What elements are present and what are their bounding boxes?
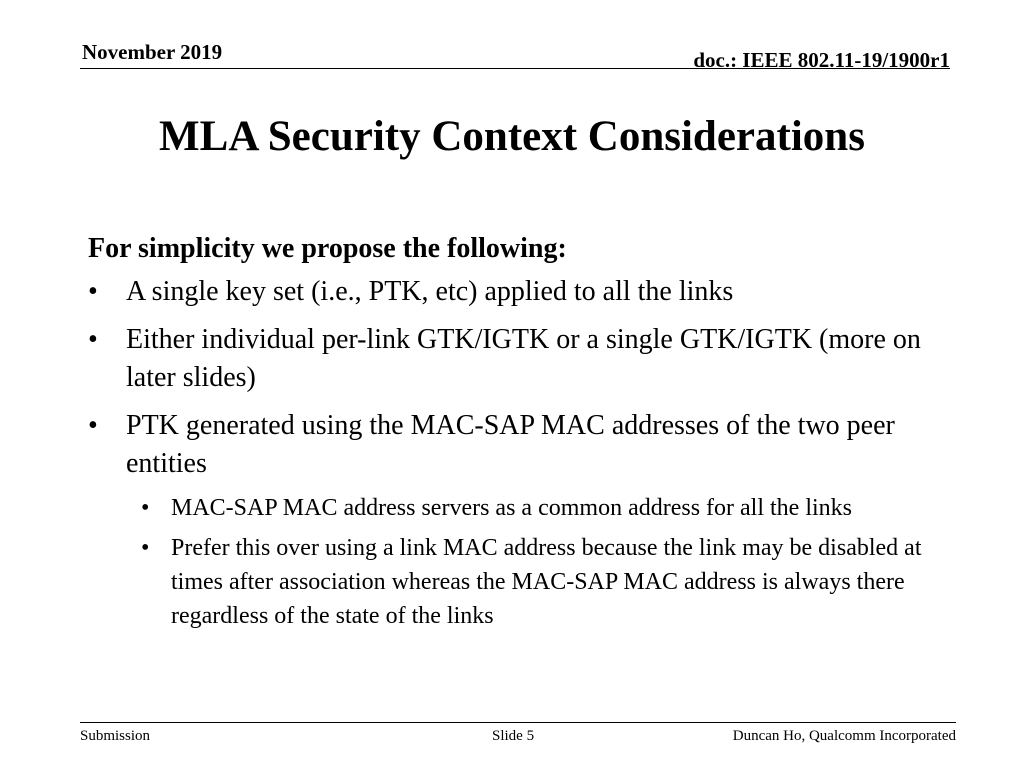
header-divider (80, 68, 950, 69)
footer-slide-number: Slide 5 (492, 728, 535, 744)
bullet-list (88, 273, 948, 633)
footer-divider (80, 722, 956, 723)
intro-text: For simplicity we propose the following: (88, 233, 567, 264)
bullet-icon: • (88, 324, 98, 355)
bullet-icon: • (88, 276, 98, 307)
slide-title: MLA Security Context Considerations (159, 113, 865, 160)
footer-submission: Submission (80, 728, 151, 744)
header-doc-id: doc.: IEEE 802.11-19/1900r1 (693, 48, 950, 72)
sub-bullet-text: Prefer this over using a link MAC address because the link may be disabled at times after association whereas the MAC-SAP MAC address is always there regardless of the state of the links (171, 535, 922, 629)
bullet-item (88, 273, 948, 311)
header-date: November 2019 (82, 40, 223, 64)
bullet-text: PTK generated using the MAC-SAP MAC addresses of the two peer entities (126, 410, 895, 479)
sub-bullet-icon: • (141, 535, 150, 561)
bullet-text: A single key set (i.e., PTK, etc) applied to all the links (126, 276, 734, 307)
sub-bullet-text: MAC-SAP MAC address servers as a common address for all the links (171, 495, 853, 521)
sub-bullet-item (126, 531, 948, 633)
sub-bullet-icon: • (141, 495, 150, 521)
footer-author: Duncan Ho, Qualcomm Incorporated (732, 728, 956, 744)
bullet-item (88, 407, 948, 633)
sub-bullet-list (126, 491, 948, 633)
bullet-icon: • (88, 410, 98, 441)
slide-body (88, 230, 948, 643)
sub-bullet-item (126, 491, 948, 525)
bullet-item (88, 321, 948, 397)
bullet-text: Either individual per-link GTK/IGTK or a single GTK/IGTK (more on later slides) (126, 324, 921, 393)
